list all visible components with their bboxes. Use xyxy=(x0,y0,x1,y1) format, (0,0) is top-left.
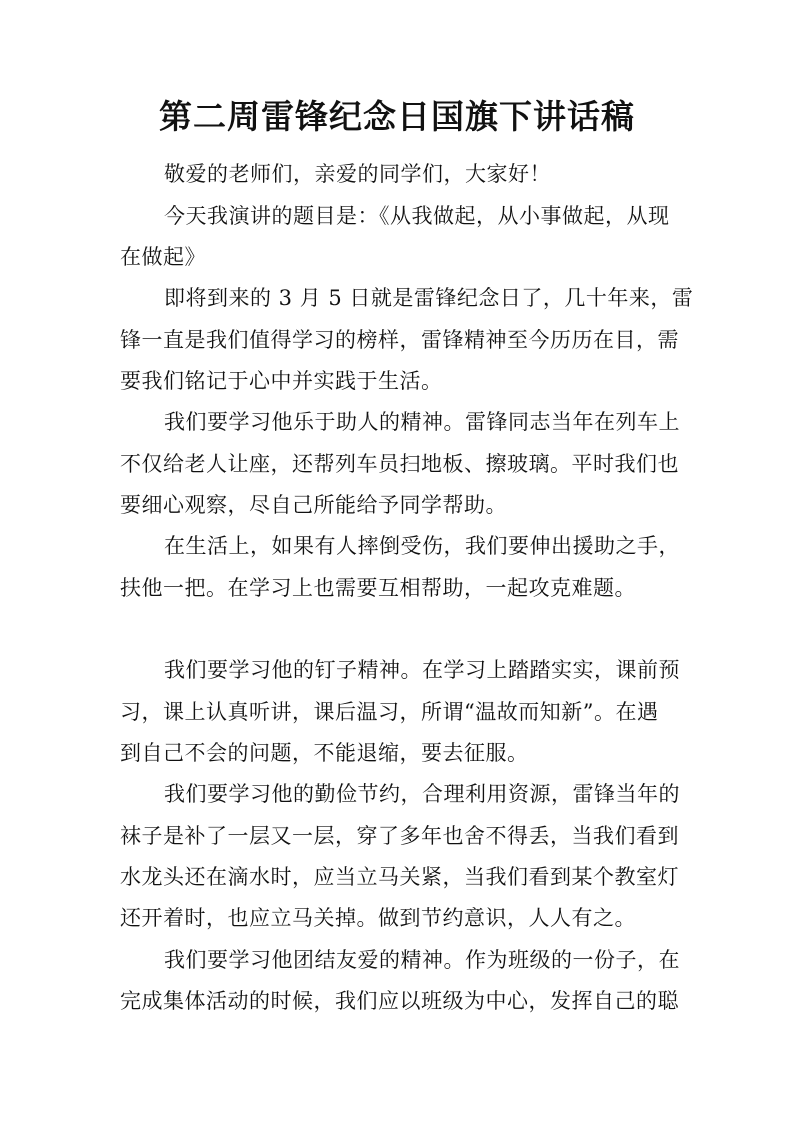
text-line: 在生活上，如果有人摔倒受伤，我们要伸出援助之手， xyxy=(164,534,680,558)
text-line: 袜子是补了一层又一层，穿了多年也舍不得丢，当我们看到 xyxy=(120,824,679,848)
text-line-greeting: 敬爱的老师们，亲爱的同学们，大家好！ xyxy=(164,162,551,186)
text-line: 完成集体活动的时候，我们应以班级为中心，发挥自己的聪 xyxy=(120,989,679,1013)
text-line: 我们要学习他的钉子精神。在学习上踏踏实实，课前预 xyxy=(164,658,680,682)
text-line: 习，课上认真听讲，课后温习，所谓“温故而知新”。在遇 xyxy=(120,700,659,724)
text-line: 不仅给老人让座，还帮列车员扫地板、擦玻璃。平时我们也 xyxy=(120,452,679,476)
text-line: 锋一直是我们值得学习的榜样，雷锋精神至今历历在目，需 xyxy=(120,328,679,352)
text-line: 到自己不会的问题，不能退缩，要去征服。 xyxy=(120,741,529,765)
text-line: 我们要学习他乐于助人的精神。雷锋同志当年在列车上 xyxy=(164,410,680,434)
document-title: 第二周雷锋纪念日国旗下讲话稿 xyxy=(159,97,635,136)
text-line: 即将到来的 3 月 5 日就是雷锋纪念日了，几十年来，雷 xyxy=(164,286,694,310)
text-line: 我们要学习他的勤俭节约，合理利用资源，雷锋当年的 xyxy=(164,782,680,806)
text-line: 扶他一把。在学习上也需要互相帮助，一起攻克难题。 xyxy=(120,576,636,600)
text-line: 今天我演讲的题目是：《从我做起，从小事做起，从现 xyxy=(164,204,670,228)
text-line: 我们要学习他团结友爱的精神。作为班级的一份子，在 xyxy=(164,948,680,972)
text-line: 还开着时，也应立马关掉。做到节约意识，人人有之。 xyxy=(120,906,636,930)
text-line: 在做起》 xyxy=(120,245,206,269)
text-line: 要我们铭记于心中并实践于生活。 xyxy=(120,369,443,393)
text-line: 水龙头还在滴水时，应当立马关紧，当我们看到某个教室灯 xyxy=(120,865,679,889)
text-line: 要细心观察，尽自己所能给予同学帮助。 xyxy=(120,493,507,517)
